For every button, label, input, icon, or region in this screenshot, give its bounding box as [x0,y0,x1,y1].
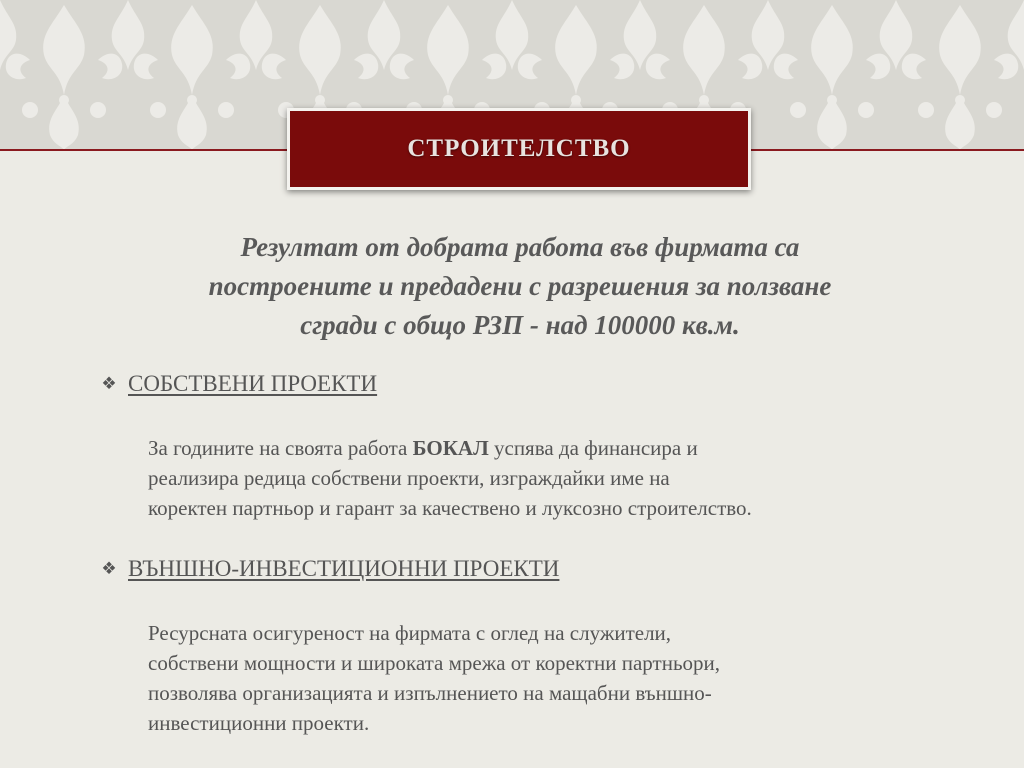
paragraph-line [148,433,948,463]
paragraph-line: реализира редица собствени проекти, изграждайки име на [148,466,670,490]
paragraph-line: инвестиционни проекти. [148,711,370,735]
lead-line: сгради с общо РЗП - над 100000 кв.м. [300,310,740,340]
section-paragraph-external-investment [148,618,948,738]
section-heading-own-projects [98,371,377,397]
section-heading-external-investment [98,556,559,582]
section-paragraph-own-projects [148,433,948,523]
page-title: СТРОИТЕЛСТВО [407,135,631,162]
lead-line: Резултат от добрата работа във фирмата са [240,232,800,262]
lead-statement [60,228,980,345]
title-banner [287,108,751,190]
text-run: успява да финансира и [488,436,698,460]
paragraph-line: Ресурсната осигуреност на фирмата с оглед на служители, [148,621,672,645]
section-heading-text: СОБСТВЕНИ ПРОЕКТИ [128,371,378,396]
paragraph-line: позволява организацията и изпълнението на мащабни външно- [148,681,712,705]
paragraph-line: собствени мощности и широката мрежа от коректни партньори, [148,651,721,675]
diamond-dots-bullet-icon: ❖ [101,374,117,393]
text-run: За годините на своята работа [148,436,413,460]
section-heading-text: ВЪНШНО-ИНВЕСТИЦИОННИ ПРОЕКТИ [128,556,560,581]
diamond-dots-bullet-icon: ❖ [101,559,117,578]
lead-line: построените и предадени с разрешения за ползване [208,271,832,301]
paragraph-line: коректен партньор и гарант за качествено и луксозно строителство. [148,496,752,520]
company-name: БОКАЛ [412,436,489,460]
